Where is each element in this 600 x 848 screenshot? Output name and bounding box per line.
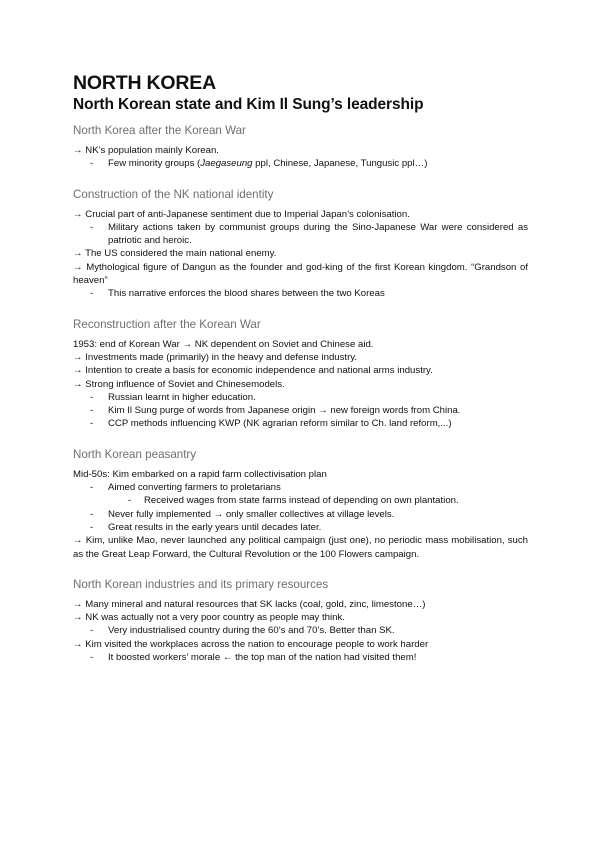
bullet-item [73,287,528,300]
bullet-item [73,157,528,170]
dash-marker: - [90,391,94,403]
paragraph: → Mythological figure of Dangun as the founder and god-king of the first Korean kingdom. “Grandson of heaven” [73,261,528,287]
dash-marker: - [90,625,94,637]
bullet-item [73,624,528,637]
paragraph: → NK was actually not a very poor country as people may think. [73,612,345,624]
bullet-text: Military actions taken by communist groups during the Sino-Japanese War were considered as patriotic and heroic. [108,221,528,247]
paragraph: → Kim visited the workplaces across the nation to encourage people to work harder [73,638,429,650]
paragraph: → NK’s population mainly Korean. [73,145,219,156]
section-heading-industries: North Korean industries and its primary resources [73,577,329,591]
paragraph: → Strong influence of Soviet and Chinesemodels. [73,378,285,390]
bullet-text: Aimed converting farmers to proletarians [108,482,281,494]
paragraph: → Crucial part of anti-Japanese sentiment due to Imperial Japan’s colonisation. [73,208,410,220]
section-heading-national-identity: Construction of the NK national identity [73,187,274,201]
section-heading-reconstruction: Reconstruction after the Korean War [73,317,261,331]
paragraph: 1953: end of Korean War → NK dependent on Soviet and Chinese aid. [73,338,374,350]
bullet-item [73,391,528,404]
paragraph: → Many mineral and natural resources that SK lacks (coal, gold, zinc, limestone…) [73,598,426,610]
bullet-text: CCP methods influencing KWP (NK agrarian reform similar to Ch. land reform,...) [108,418,452,430]
bullet-text: This narrative enforces the blood shares between the two Koreas [108,288,385,300]
bullet-text: It boosted workers’ morale ← the top man of the nation had visited them! [108,652,417,664]
paragraph: → Kim, unlike Mao, never launched any political campaign (just one), no periodic mass mobilisation, such as the Great Leap Forward, the Cultural Revolution or the 100 Flowers campaign. [73,535,528,560]
bullet-text: Great results in the early years until decades later. [108,521,322,533]
section-heading-peasantry: North Korean peasantry [73,447,197,461]
paragraph: → Investments made (primarily) in the heavy and defense industry. [73,351,358,363]
dash-marker: - [90,288,94,300]
document-subtitle: North Korean state and Kim Il Sung’s leadership [73,96,424,113]
dash-marker: - [90,221,94,233]
bullet-item [73,221,528,248]
bullet-text: Very industrialised country during the 60’s and 70’s. Better than SK. [108,625,395,637]
bullet-text: Never fully implemented → only smaller collectives at village levels. [108,508,395,520]
dash-marker: - [90,508,94,520]
bullet-text: Russian learnt in higher education. [108,391,256,403]
paragraph: → The US considered the main national enemy. [73,248,277,260]
dash-marker: - [128,495,132,507]
sub-bullet-item [73,494,528,507]
bullet-item [73,508,528,521]
bullet-item [73,481,528,494]
document-title: NORTH KOREA [73,72,216,94]
dash-marker: - [90,418,94,430]
paragraph: → Intention to create a basis for economic independence and national arms industry. [73,365,433,377]
bullet-item [73,404,528,417]
dash-marker: - [90,405,94,417]
bullet-item [73,417,528,430]
dash-marker: - [90,652,94,664]
bullet-text-pre: Few minority groups ( [108,158,201,170]
bullet-item [73,651,528,664]
bullet-text: Received wages from state farms instead of depending on own plantation. [144,495,459,507]
bullet-text-post: ppl, Chinese, Japanese, Tungusic ppl…) [252,158,428,170]
dash-marker: - [90,482,94,494]
bullet-text: Kim Il Sung purge of words from Japanese origin → new foreign words from China. [108,405,461,417]
paragraph: Mid-50s: Kim embarked on a rapid farm collectivisation plan [73,468,327,480]
section-heading-after-war: North Korea after the Korean War [73,124,246,137]
dash-marker: - [90,521,94,533]
bullet-text-emphasis: Jaegaseung [200,158,253,170]
document-page [73,72,528,664]
bullet-item [73,521,528,534]
dash-marker: - [90,158,94,170]
